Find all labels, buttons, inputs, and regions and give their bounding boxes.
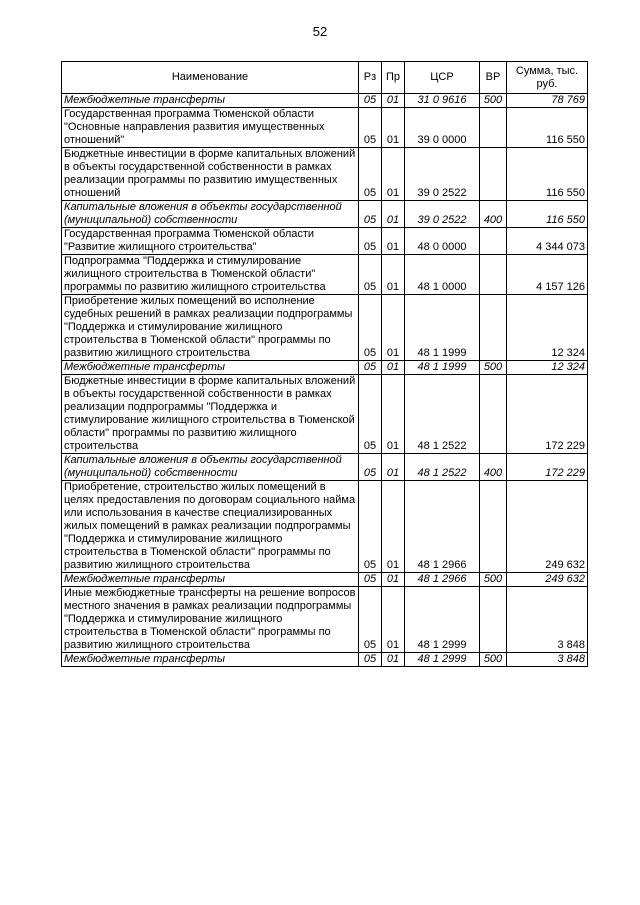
table-row [62, 361, 588, 375]
table-row [62, 375, 588, 454]
cell-pr: 01 [382, 94, 405, 108]
cell-pr: 01 [382, 454, 405, 481]
cell-vr [480, 481, 507, 573]
cell-pr: 01 [382, 255, 405, 295]
cell-rz: 05 [359, 587, 382, 653]
cell-vr [480, 587, 507, 653]
cell-name: Приобретение, строительство жилых помещений в целях предоставления по договорам социального найма или использования в качестве специализированных жилых помещений в рамках реализации подпрограммы "Поддержка и стимулирование жилищного строительства в Тюменской области" программы по развитию жилищного строительства [62, 481, 359, 573]
cell-name: Бюджетные инвестиции в форме капитальных вложений в объекты государственной собственности в рамках реализации программы по развитию имущественных отношений [62, 148, 359, 201]
cell-vr [480, 255, 507, 295]
cell-name: Межбюджетные трансферты [62, 361, 359, 375]
cell-csr: 39 0 0000 [405, 108, 480, 148]
cell-rz: 05 [359, 454, 382, 481]
cell-vr: 500 [480, 94, 507, 108]
cell-rz: 05 [359, 653, 382, 667]
cell-csr: 31 0 9616 [405, 94, 480, 108]
cell-name: Государственная программа Тюменской области "Развитие жилищного строительства" [62, 228, 359, 255]
cell-name: Межбюджетные трансферты [62, 94, 359, 108]
cell-rz: 05 [359, 375, 382, 454]
header-sum: Сумма, тыс. руб. [507, 62, 588, 94]
cell-name: Межбюджетные трансферты [62, 573, 359, 587]
cell-pr: 01 [382, 201, 405, 228]
cell-pr: 01 [382, 108, 405, 148]
table-header-row [62, 62, 588, 94]
table-row [62, 228, 588, 255]
cell-csr: 48 1 2522 [405, 375, 480, 454]
cell-csr: 48 1 2522 [405, 454, 480, 481]
header-rz: Рз [359, 62, 382, 94]
cell-sum: 4 344 073 [507, 228, 588, 255]
cell-rz: 05 [359, 228, 382, 255]
cell-vr: 500 [480, 653, 507, 667]
header-vr: ВР [480, 62, 507, 94]
cell-csr: 48 1 1999 [405, 361, 480, 375]
cell-sum: 249 632 [507, 573, 588, 587]
cell-sum: 3 848 [507, 587, 588, 653]
cell-sum: 172 229 [507, 454, 588, 481]
cell-sum: 116 550 [507, 108, 588, 148]
table-row [62, 108, 588, 148]
table-row [62, 653, 588, 667]
cell-sum: 12 324 [507, 361, 588, 375]
cell-pr: 01 [382, 148, 405, 201]
cell-name: Капитальные вложения в объекты государственной (муниципальной) собственности [62, 454, 359, 481]
cell-pr: 01 [382, 653, 405, 667]
cell-rz: 05 [359, 148, 382, 201]
table-body [62, 94, 588, 667]
cell-pr: 01 [382, 573, 405, 587]
cell-vr [480, 295, 507, 361]
cell-sum: 116 550 [507, 201, 588, 228]
cell-name: Иные межбюджетные трансферты на решение вопросов местного значения в рамках реализации подпрограммы "Поддержка и стимулирование жилищного строительства в Тюменской области" программы по развитию жилищного строительства [62, 587, 359, 653]
table-row [62, 454, 588, 481]
cell-csr: 48 1 2966 [405, 573, 480, 587]
table-row [62, 148, 588, 201]
page-number: 52 [312, 24, 328, 39]
cell-pr: 01 [382, 375, 405, 454]
cell-sum: 12 324 [507, 295, 588, 361]
cell-rz: 05 [359, 361, 382, 375]
table-row [62, 573, 588, 587]
header-name: Наименование [62, 62, 359, 94]
cell-pr: 01 [382, 228, 405, 255]
cell-name: Капитальные вложения в объекты государственной (муниципальной) собственности [62, 201, 359, 228]
cell-vr: 400 [480, 454, 507, 481]
cell-vr: 500 [480, 361, 507, 375]
cell-name: Межбюджетные трансферты [62, 653, 359, 667]
cell-name: Государственная программа Тюменской области "Основные направления развития имущественных отношений" [62, 108, 359, 148]
table-row [62, 94, 588, 108]
cell-pr: 01 [382, 481, 405, 573]
header-csr: ЦСР [405, 62, 480, 94]
cell-vr [480, 228, 507, 255]
cell-name: Приобретение жилых помещений во исполнение судебных решений в рамках реализации подпрограммы "Поддержка и стимулирование жилищного строительства в Тюменской области" программы по развитию жилищного строительства [62, 295, 359, 361]
cell-name: Бюджетные инвестиции в форме капитальных вложений в объекты государственной собственности в рамках реализации подпрограммы "Поддержка и стимулирование жилищного строительства в Тюменской области" программы по развитию жилищного строительства [62, 375, 359, 454]
cell-sum: 172 229 [507, 375, 588, 454]
cell-rz: 05 [359, 108, 382, 148]
cell-csr: 48 1 1999 [405, 295, 480, 361]
table-row [62, 295, 588, 361]
cell-csr: 48 1 0000 [405, 255, 480, 295]
budget-table [61, 61, 588, 667]
cell-sum: 78 769 [507, 94, 588, 108]
cell-sum: 116 550 [507, 148, 588, 201]
cell-csr: 39 0 2522 [405, 148, 480, 201]
cell-sum: 4 157 126 [507, 255, 588, 295]
table-row [62, 587, 588, 653]
cell-rz: 05 [359, 255, 382, 295]
cell-pr: 01 [382, 295, 405, 361]
cell-csr: 39 0 2522 [405, 201, 480, 228]
cell-vr [480, 375, 507, 454]
cell-sum: 3 848 [507, 653, 588, 667]
cell-rz: 05 [359, 94, 382, 108]
table-row [62, 255, 588, 295]
cell-rz: 05 [359, 295, 382, 361]
cell-pr: 01 [382, 361, 405, 375]
cell-vr [480, 108, 507, 148]
table-row [62, 201, 588, 228]
cell-pr: 01 [382, 587, 405, 653]
table-row [62, 481, 588, 573]
cell-name: Подпрограмма "Поддержка и стимулирование жилищного строительства в Тюменской области" программы по развитию жилищного строительства [62, 255, 359, 295]
cell-vr [480, 148, 507, 201]
cell-csr: 48 0 0000 [405, 228, 480, 255]
cell-csr: 48 1 2966 [405, 481, 480, 573]
cell-vr: 400 [480, 201, 507, 228]
cell-rz: 05 [359, 481, 382, 573]
cell-csr: 48 1 2999 [405, 587, 480, 653]
cell-sum: 249 632 [507, 481, 588, 573]
header-pr: Пр [382, 62, 405, 94]
cell-vr: 500 [480, 573, 507, 587]
cell-csr: 48 1 2999 [405, 653, 480, 667]
cell-rz: 05 [359, 573, 382, 587]
cell-rz: 05 [359, 201, 382, 228]
